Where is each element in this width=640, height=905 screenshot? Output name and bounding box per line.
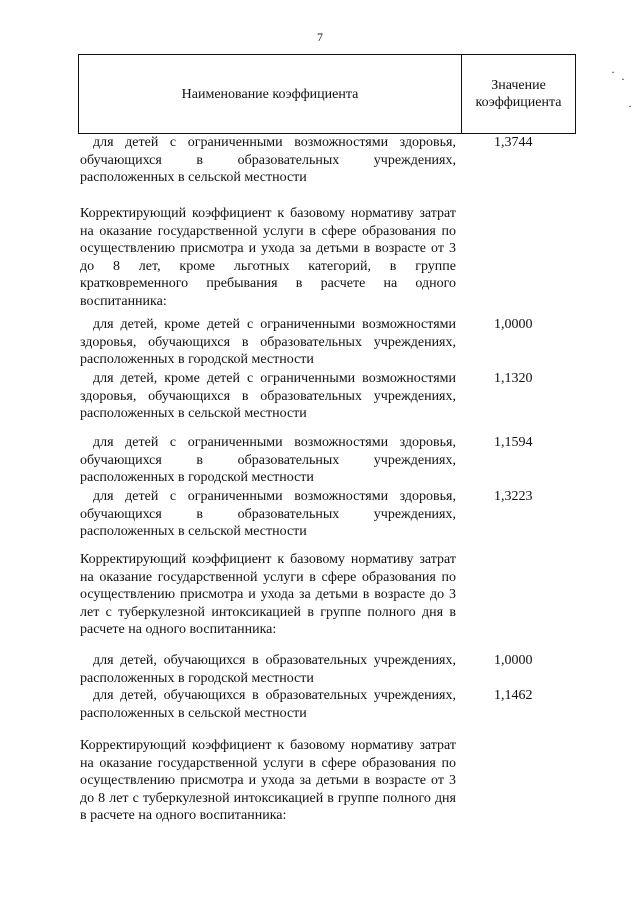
coefficient-description: для детей с ограниченными возможностями здоровья, обучающихся в образовательных учреждениях, расположенных в городской местности	[80, 435, 456, 485]
header-coefficient-value	[462, 77, 575, 111]
scan-artifact-dot: ·	[611, 65, 615, 79]
table-header	[78, 54, 576, 134]
coefficient-description: для детей, обучающихся в образовательных учреждениях, расположенных в городской местности	[80, 653, 456, 686]
coefficient-description: для детей, кроме детей с ограниченными возможностями здоровья, обучающихся в образовательных учреждениях, расположенных в сельской местности	[80, 371, 456, 421]
coefficient-value: 1,3223	[494, 489, 533, 504]
header-value-line-2: коэффициента	[475, 95, 562, 110]
scan-artifact-dot: ·	[628, 99, 632, 113]
coefficient-value: 1,1320	[494, 371, 533, 386]
coefficient-description: для детей с ограниченными возможностями здоровья, обучающихся в образовательных учреждениях, расположенных в сельской местности	[80, 489, 456, 539]
coefficient-value: 1,0000	[494, 653, 533, 668]
section-heading: Корректирующий коэффициент к базовому нормативу затрат на оказание государственной услуги в сфере образования по осуществлению присмотра и ухода за детьми в возрасте от 3 до 8 лет с туберкулезной интоксикацией в группе полного дня в расчете на одного воспитанника:	[80, 738, 456, 823]
coefficient-description: для детей, кроме детей с ограниченными возможностями здоровья, обучающихся в образовательных учреждениях, расположенных в городской местности	[80, 317, 456, 367]
coefficient-value: 1,3744	[494, 135, 533, 150]
coefficient-description: для детей, обучающихся в образовательных учреждениях, расположенных в сельской местности	[80, 688, 456, 721]
coefficient-description: для детей с ограниченными возможностями здоровья, обучающихся в образовательных учреждениях, расположенных в сельской местности	[80, 135, 456, 185]
coefficient-value: 1,0000	[494, 317, 533, 332]
scan-artifact-dot: ·	[621, 72, 625, 86]
page-number: 7	[317, 30, 323, 44]
coefficient-value: 1,1462	[494, 688, 533, 703]
section-heading: Корректирующий коэффициент к базовому нормативу затрат на оказание государственной услуги в сфере образования по осуществлению присмотра и ухода за детьми в возрасте до 3 лет с туберкулезной интоксикацией в группе полного дня в расчете на одного воспитанника:	[80, 552, 456, 637]
coefficient-value: 1,1594	[494, 435, 533, 450]
header-coefficient-name: Наименование коэффициента	[181, 87, 359, 102]
header-value-line-1: Значение	[491, 78, 546, 93]
section-heading: Корректирующий коэффициент к базовому нормативу затрат на оказание государственной услуги в сфере образования по осуществлению присмотра и ухода за детьми в возрасте от 3 до 8 лет, кроме льготных категорий, в группе кратковременного пребывания в расчете на одного воспитанника:	[80, 206, 456, 309]
